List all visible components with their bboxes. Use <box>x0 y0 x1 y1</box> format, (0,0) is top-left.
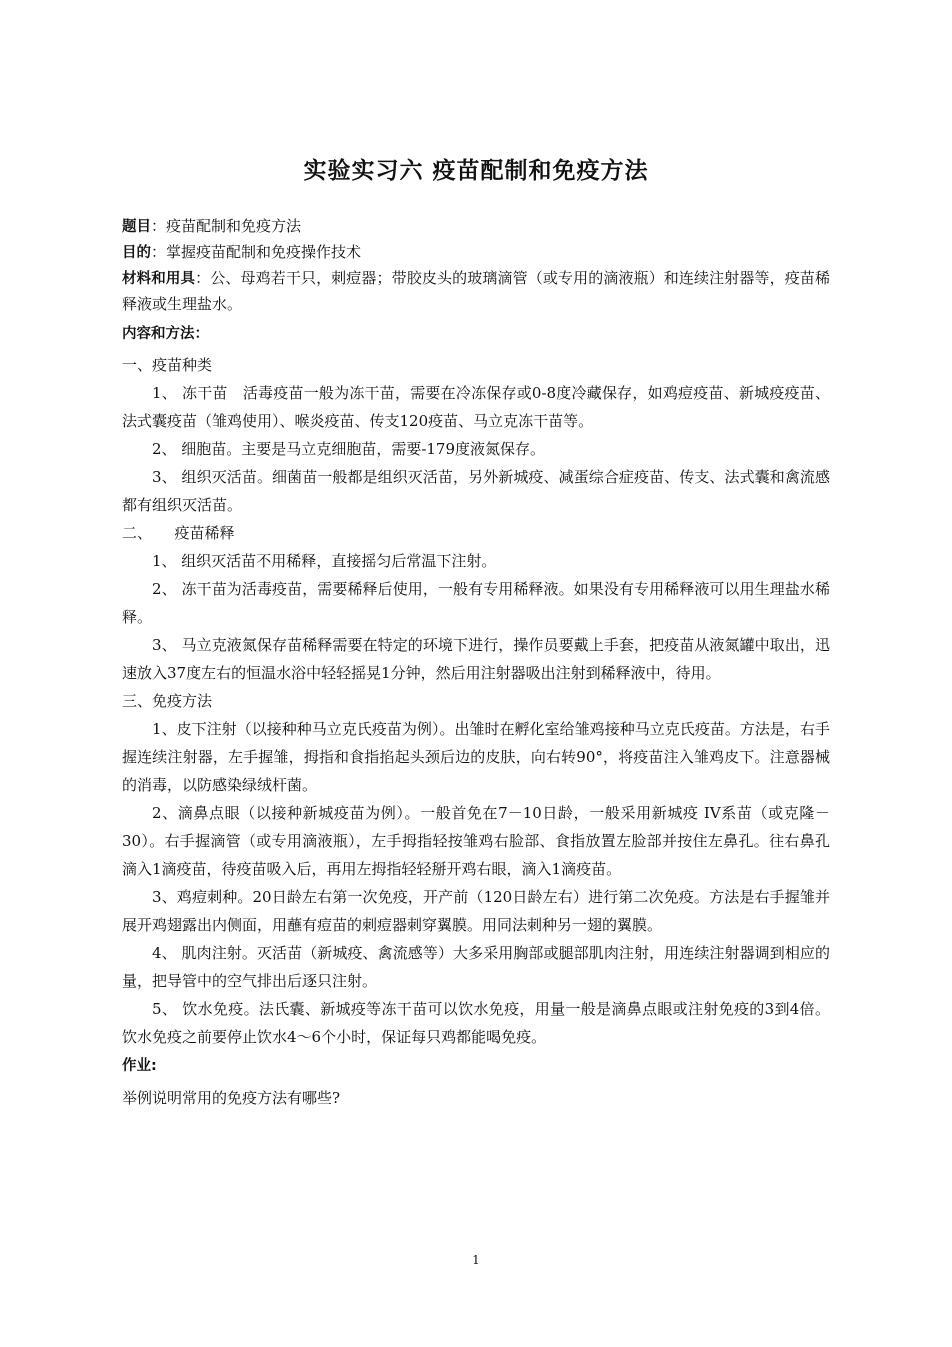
homework-heading <box>122 1051 830 1080</box>
materials-label: 材料和用具 <box>122 271 196 287</box>
materials-text: ：公、母鸡若干只，刺痘器；带胶皮头的玻璃滴管（或专用的滴液瓶）和连续注射器等，疫苗稀释液或生理盐水。 <box>122 269 831 313</box>
section-heading: 一、疫苗种类 <box>122 356 213 374</box>
content-heading <box>122 321 830 347</box>
topic-line <box>122 214 830 240</box>
list-item: 3、 马立克液氮保存苗稀释需要在特定的环境下进行，操作员要戴上手套，把疫苗从液氮罐中取出，迅速放入37度左右的恒温水浴中轻轻摇晃1分钟，然后用注射器吸出注射到稀释液中，待用。 <box>122 636 830 682</box>
section-immunization-methods <box>122 687 830 1051</box>
list-item: 1、皮下注射（以接种种马立克氏疫苗为例）。出雏时在孵化室给雏鸡接种马立克氏疫苗。方法是，右手握连续注射器，左手握雏，拇指和食指掐起头颈后边的皮肤，向右转90°，将疫苗注入雏鸡皮下。注意器械的消毒，以防感染绿绒杆菌。 <box>122 720 830 794</box>
list-item: 3、鸡痘刺种。20日龄左右第一次免疫，开产前（120日龄左右）进行第二次免疫。方法是右手握雏并展开鸡翅露出内侧面，用蘸有痘苗的刺痘器刺穿翼膜。用同法刺种另一翅的翼膜。 <box>122 888 830 934</box>
list-item: 4、 肌肉注射。灭活苗（新城疫、禽流感等）大多采用胸部或腿部肌肉注射，用连续注射器调到相应的量，把导管中的空气排出后逐只注射。 <box>122 944 830 990</box>
homework-label: 作业: <box>122 1058 157 1074</box>
list-item: 2、 细胞苗。主要是马立克细胞苗，需要-179度液氮保存。 <box>152 440 546 458</box>
section-vaccine-dilution <box>122 519 830 687</box>
section-vaccine-types <box>122 351 830 519</box>
document-title: 实验实习六 疫苗配制和免疫方法 <box>303 158 649 184</box>
purpose-text: ：掌握疫苗配制和免疫操作技术 <box>151 243 362 261</box>
homework-section <box>122 1051 830 1112</box>
list-item: 2、 冻干苗为活毒疫苗，需要稀释后使用，一般有专用稀释液。如果没有专用稀释液可以用生理盐水稀释。 <box>122 580 830 626</box>
section-heading: 三、免疫方法 <box>122 692 213 710</box>
list-item: 3、 组织灭活苗。细菌苗一般都是组织灭活苗，另外新城疫、减蛋综合症疫苗、传支、法式囊和禽流感都有组织灭活苗。 <box>122 468 830 514</box>
document-body <box>122 214 830 1112</box>
page-number: 1 <box>472 1253 480 1267</box>
list-item: 1、 组织灭活苗不用稀释，直接摇匀后常温下注射。 <box>152 552 497 570</box>
list-item: 2、滴鼻点眼（以接种新城疫苗为例）。一般首免在7－10日龄，一般采用新城疫 IV系苗（或克隆－30）。右手握滴管（或专用滴液瓶），左手拇指轻按雏鸡右脸部、食指放置左脸部并按住左鼻孔。往右鼻孔滴入1滴疫苗，待疫苗吸入后，再用左拇指轻轻掰开鸡右眼，滴入1滴疫苗。 <box>122 804 830 878</box>
section-heading: 二、 疫苗稀释 <box>122 524 235 542</box>
homework-text: 举例说明常用的免疫方法有哪些? <box>122 1089 341 1107</box>
purpose-line <box>122 240 830 266</box>
purpose-label: 目的 <box>122 245 151 261</box>
list-item: 5、 饮水免疫。法氏囊、新城疫等冻干苗可以饮水免疫，用量一般是滴鼻点眼或注射免疫的3到4倍。饮水免疫之前要停止饮水4～6个小时，保证每只鸡都能喝免疫。 <box>122 1000 830 1046</box>
topic-label: 题目 <box>122 219 151 235</box>
materials-line <box>122 266 830 317</box>
list-item: 1、 冻干苗 活毒疫苗一般为冻干苗，需要在冷冻保存或0-8度冷藏保存，如鸡痘疫苗、新城疫疫苗、法式囊疫苗（雏鸡使用）、喉炎疫苗、传支120疫苗、马立克冻干苗等。 <box>122 384 830 430</box>
topic-text: ：疫苗配制和免疫方法 <box>151 217 302 235</box>
content-label: 内容和方法： <box>122 326 209 342</box>
